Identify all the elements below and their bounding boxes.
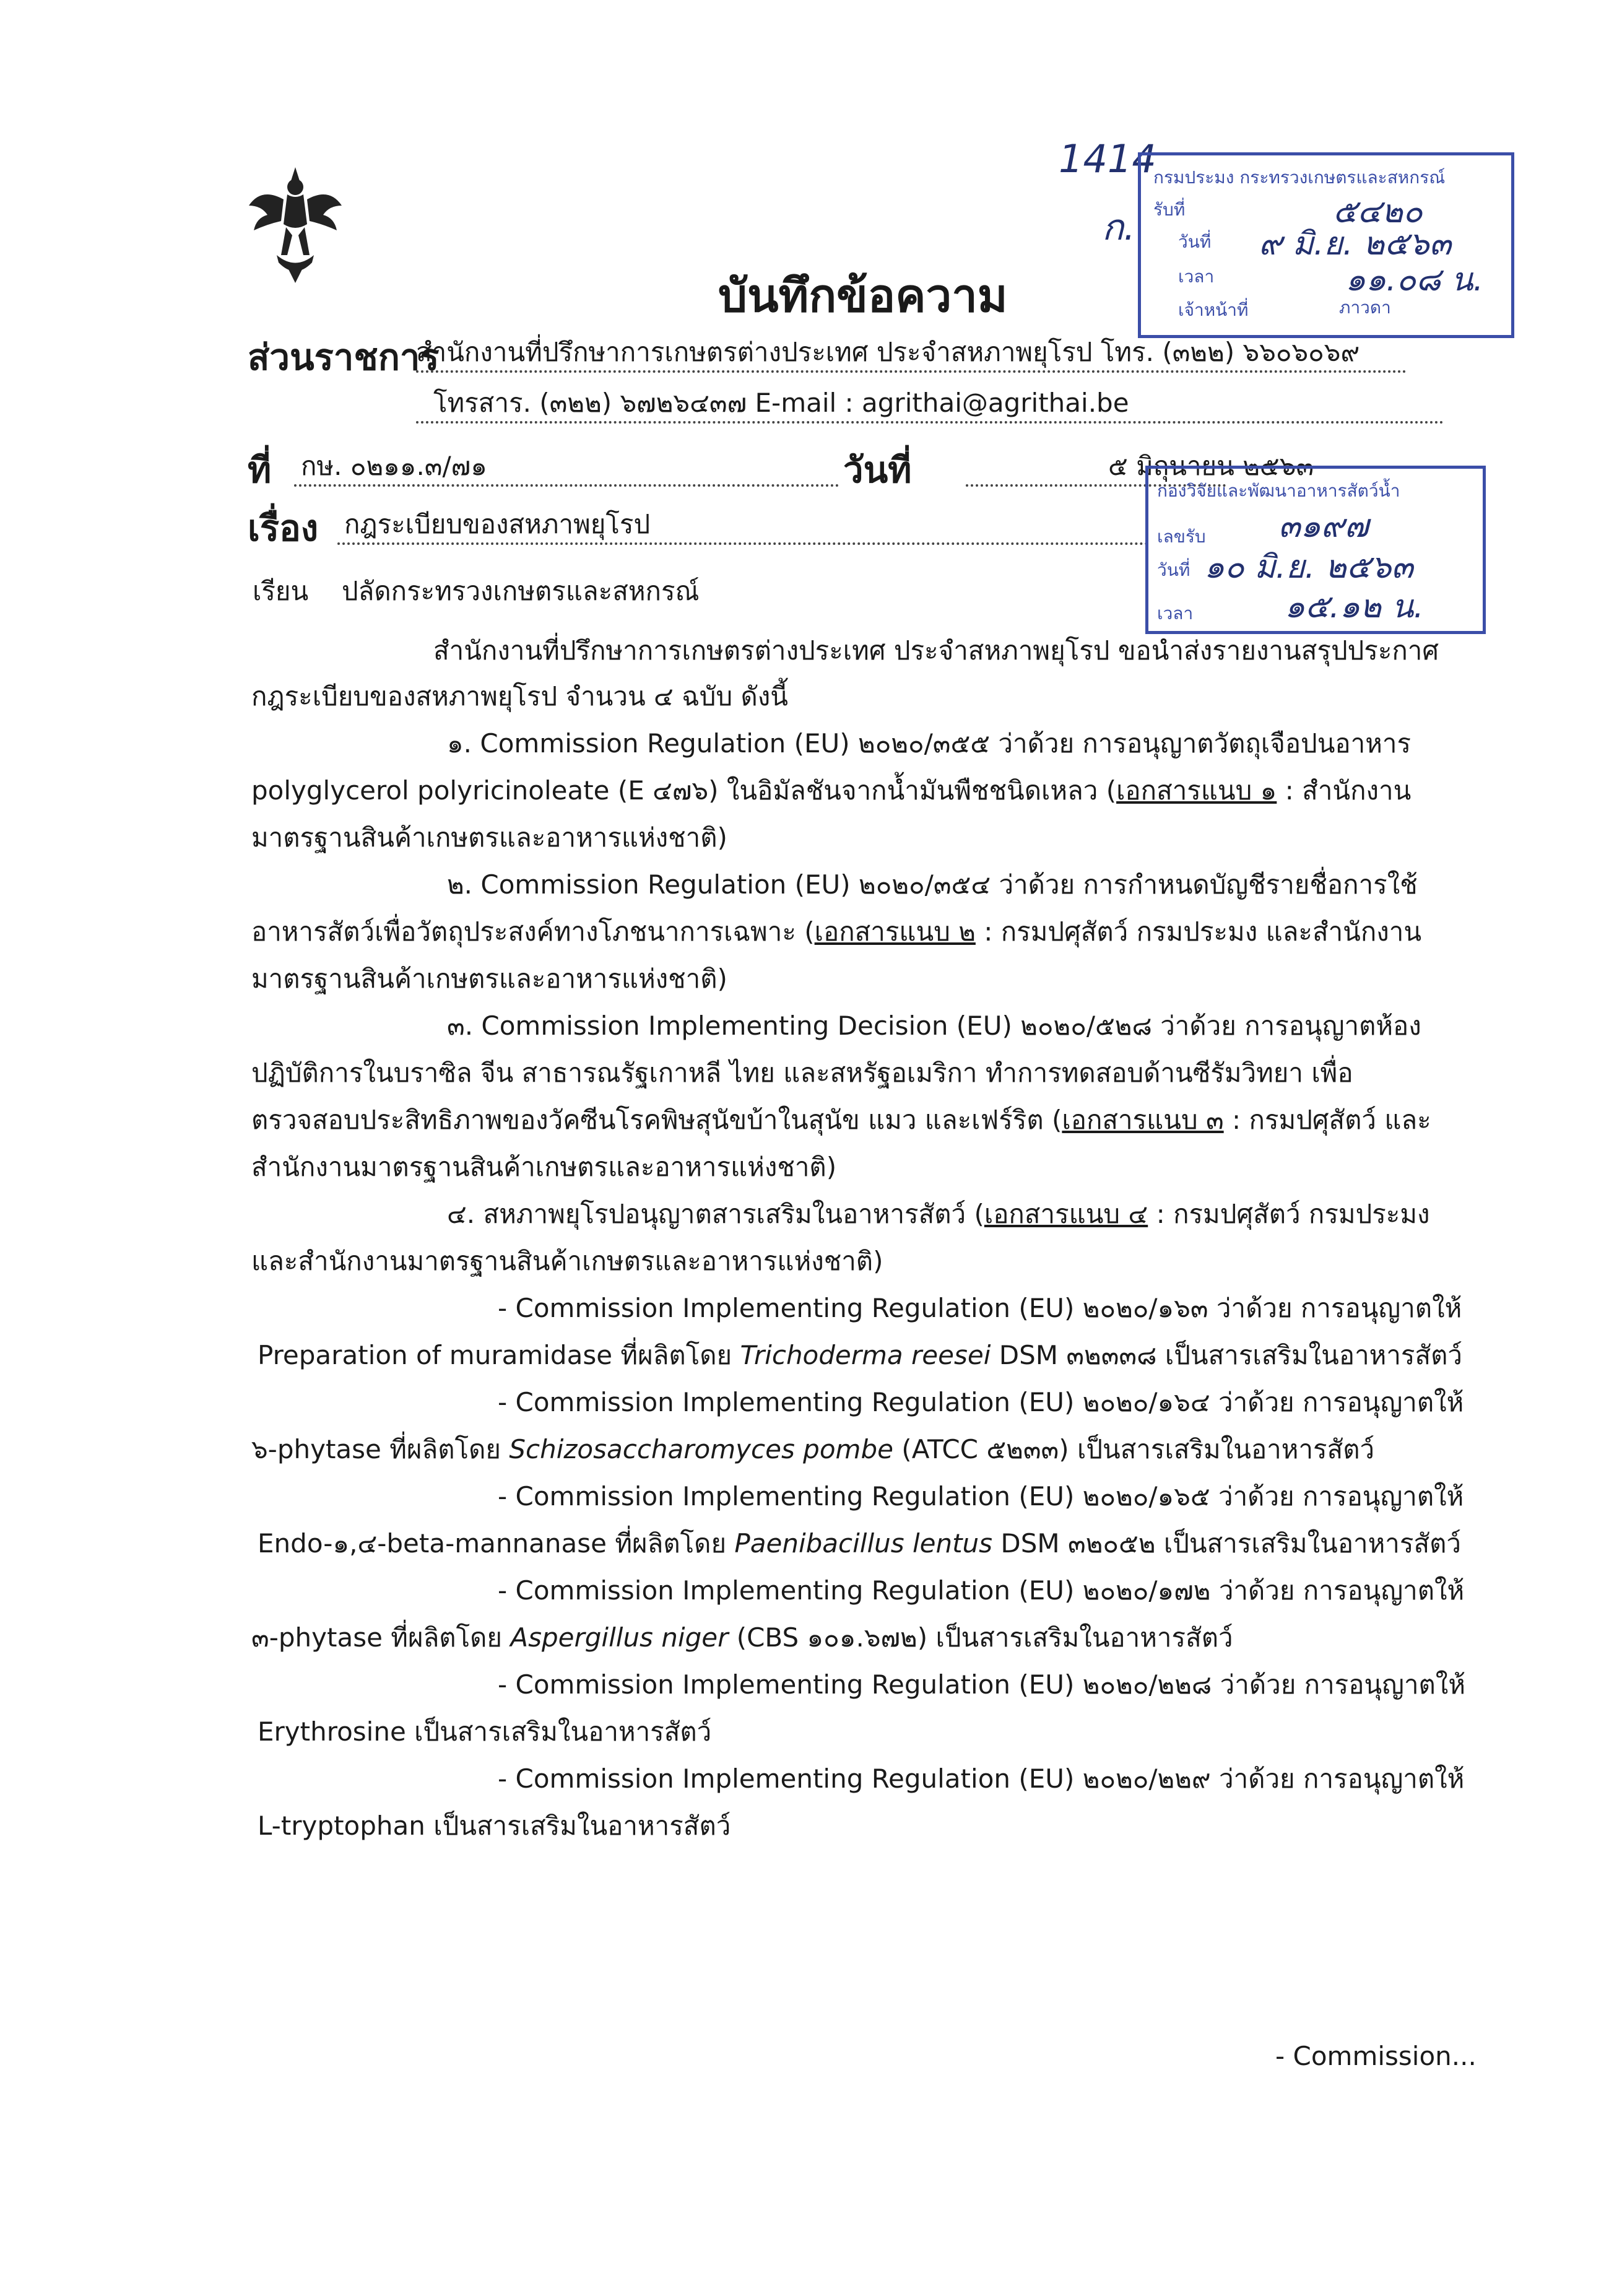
reference-dotted-line [294, 484, 839, 487]
subitem-5-line-2: Erythrosine เป็นสารเสริมในอาหารสัตว์ [258, 1716, 712, 1747]
division-stamp-date: ๑๐ มิ.ย. ๒๕๖๓ [1204, 549, 1413, 586]
item-1-line-1: ๑. Commission Regulation (EU) ๒๐๒๐/๓๕๕ ว่าด้วย การอนุญาตวัตถุเจือปนอาหาร [447, 728, 1412, 759]
item-3-line-1: ๓. Commission Implementing Decision (EU) ๒๐๒๐/๕๒๘ ว่าด้วย การอนุญาตห้อง [447, 1011, 1421, 1041]
fisheries-stamp-received-number: ๕๔๒๐ [1333, 193, 1423, 230]
item-4-line-2: และสำนักงานมาตรฐานสินค้าเกษตรและอาหารแห่งชาติ) [251, 1246, 883, 1276]
subitem-2-line-1: - Commission Implementing Regulation (EU) ๒๐๒๐/๑๖๔ ว่าด้วย การอนุญาตให้ [498, 1387, 1464, 1417]
subitem-6-line-2: L-tryptophan เป็นสารเสริมในอาหารสัตว์ [258, 1811, 731, 1841]
fisheries-stamp-officer: ภาวดา [1339, 297, 1391, 318]
item-3-line-2: ปฏิบัติการในบราซิล จีน สาธารณรัฐเกาหลี ไทย และสหรัฐอเมริกา ทำการทดสอบด้านซีรัมวิทยา เพื่อ [251, 1058, 1353, 1088]
fisheries-stamp-time: ๑๑.๐๘ น. [1345, 261, 1484, 298]
division-stamp-received-label: เลขรับ [1157, 526, 1206, 547]
intro-line-1: สำนักงานที่ปรึกษาการเกษตรต่างประเทศ ประจำสหภาพยุโรป ขอนำส่งรายงานสรุปประกาศ [433, 635, 1439, 666]
reference-number: กษ. ๐๒๑๑.๓/๗๑ [301, 451, 487, 481]
fisheries-receipt-stamp [1138, 152, 1514, 338]
fisheries-stamp-received-label: รับที่ [1153, 199, 1186, 220]
item-1-line-2: polyglycerol polyricinoleate (E ๔๗๖) ในอิมัลชันจากน้ำมันพืชชนิดเหลว (เอกสารแนบ ๑ : สำนักงาน [251, 775, 1412, 806]
memo-title: บันทึกข้อความ [718, 269, 1008, 323]
item-1-line-3: มาตรฐานสินค้าเกษตรและอาหารแห่งชาติ) [251, 822, 727, 853]
item-2-line-3: มาตรฐานสินค้าเกษตรและอาหารแห่งชาติ) [251, 963, 727, 994]
memo-date: ๕ มิถุนายน ๒๕๖๓ [1108, 451, 1314, 481]
reference-label: ที่ [248, 449, 272, 491]
subitem-3-line-1: - Commission Implementing Regulation (EU) ๒๐๒๐/๑๖๕ ว่าด้วย การอนุญาตให้ [498, 1481, 1464, 1511]
attachment-4-link[interactable]: เอกสารแนบ ๔ [984, 1199, 1148, 1229]
agency-contact-dotted-line [416, 421, 1444, 424]
date-label: วันที่ [843, 449, 912, 491]
subitem-6-line-1: - Commission Implementing Regulation (EU) ๒๐๒๐/๒๒๙ ว่าด้วย การอนุญาตให้ [498, 1763, 1465, 1794]
item-3-line-3: ตรวจสอบประสิทธิภาพของวัคซีนโรคพิษสุนัขบ้าในสุนัข แมว และเฟร์ริต (เอกสารแนบ ๓ : กรมปศุสัตว์ และ [251, 1105, 1431, 1135]
division-stamp-received-number: ๓๑๙๗ [1278, 508, 1369, 545]
handwritten-margin-number: 1414 [1059, 136, 1156, 181]
item-3-line-4: สำนักงานมาตรฐานสินค้าเกษตรและอาหารแห่งชาติ) [251, 1152, 837, 1182]
subitem-1-line-1: - Commission Implementing Regulation (EU) ๒๐๒๐/๑๖๓ ว่าด้วย การอนุญาตให้ [498, 1293, 1462, 1323]
fisheries-stamp-time-label: เวลา [1178, 266, 1215, 287]
subitem-4-line-2: ๓-phytase ที่ผลิตโดย Aspergillus niger (CBS ๑๐๑.๖๗๒) เป็นสารเสริมในอาหารสัตว์ [251, 1622, 1233, 1653]
agency-dotted-line [416, 370, 1407, 373]
handwritten-margin-mark: ก. [1102, 206, 1135, 248]
attachment-2-link[interactable]: เอกสารแนบ ๒ [814, 916, 976, 947]
fisheries-stamp-date-label: วันที่ [1178, 232, 1212, 252]
item-2-line-1: ๒. Commission Regulation (EU) ๒๐๒๐/๓๕๔ ว่าด้วย การกำหนดบัญชีรายชื่อการใช้ [447, 869, 1418, 900]
division-stamp-date-label: วันที่ [1157, 560, 1190, 580]
subitem-2-line-2: ๖-phytase ที่ผลิตโดย Schizosaccharomyces pombe (ATCC ๕๒๓๓) เป็นสารเสริมในอาหารสัตว์ [251, 1434, 1375, 1464]
item-4-line-1: ๔. สหภาพยุโรปอนุญาตสารเสริมในอาหารสัตว์ (เอกสารแนบ ๔ : กรมปศุสัตว์ กรมประมง [447, 1199, 1430, 1229]
division-receipt-stamp [1145, 466, 1486, 634]
subitem-5-line-1: - Commission Implementing Regulation (EU) ๒๐๒๐/๒๒๘ ว่าด้วย การอนุญาตให้ [498, 1669, 1466, 1700]
garuda-emblem [243, 162, 348, 286]
addressee-value: ปลัดกระทรวงเกษตรและสหกรณ์ [342, 576, 700, 606]
fisheries-stamp-date: ๙ มิ.ย. ๒๕๖๓ [1259, 225, 1452, 263]
agency-label: ส่วนราชการ [248, 336, 440, 378]
division-stamp-time: ๑๕.๑๒ น. [1285, 588, 1424, 625]
continued-marker: - Commission... [1275, 2041, 1477, 2071]
item-2-line-2: อาหารสัตว์เพื่อวัตถุประสงค์ทางโภชนาการเฉพาะ (เอกสารแนบ ๒ : กรมปศุสัตว์ กรมประมง และสำนักงาน [251, 916, 1422, 947]
subitem-1-line-2: Preparation of muramidase ที่ผลิตโดย Trichoderma reesei DSM ๓๒๓๓๘ เป็นสารเสริมในอาหารสัตว์ [258, 1340, 1462, 1370]
fisheries-stamp-officer-label: เจ้าหน้าที่ [1178, 300, 1249, 320]
attachment-1-link[interactable]: เอกสารแนบ ๑ [1116, 775, 1277, 806]
fisheries-stamp-header: กรมประมง กระทรวงเกษตรและสหกรณ์ [1153, 167, 1446, 188]
division-stamp-header: กองวิจัยและพัฒนาอาหารสัตว์น้ำ [1157, 481, 1400, 501]
addressee-label: เรียน [253, 576, 309, 606]
attachment-3-link[interactable]: เอกสารแนบ ๓ [1062, 1105, 1224, 1135]
subitem-3-line-2: Endo-๑,๔-beta-mannanase ที่ผลิตโดย Paenibacillus lentus DSM ๓๒๐๕๒ เป็นสารเสริมในอาหารสัตว์ [258, 1528, 1461, 1559]
subitem-4-line-1: - Commission Implementing Regulation (EU) ๒๐๒๐/๑๗๒ ว่าด้วย การอนุญาตให้ [498, 1575, 1465, 1606]
subject-value: กฎระเบียบของสหภาพยุโรป [344, 509, 651, 539]
agency-contact: โทรสาร. (๓๒๒) ๖๗๒๖๔๓๗ E-mail : agrithai@agrithai.be [433, 388, 1129, 418]
intro-line-2: กฎระเบียบของสหภาพยุโรป จำนวน ๔ ฉบับ ดังนี้ [251, 681, 788, 711]
agency-value: สำนักงานที่ปรึกษาการเกษตรต่างประเทศ ประจำสหภาพยุโรป โทร. (๓๒๒) ๖๖๐๖๐๖๙ [416, 337, 1360, 367]
subject-label: เรื่อง [248, 507, 319, 549]
subject-dotted-line [337, 542, 1148, 545]
division-stamp-time-label: เวลา [1157, 603, 1194, 624]
